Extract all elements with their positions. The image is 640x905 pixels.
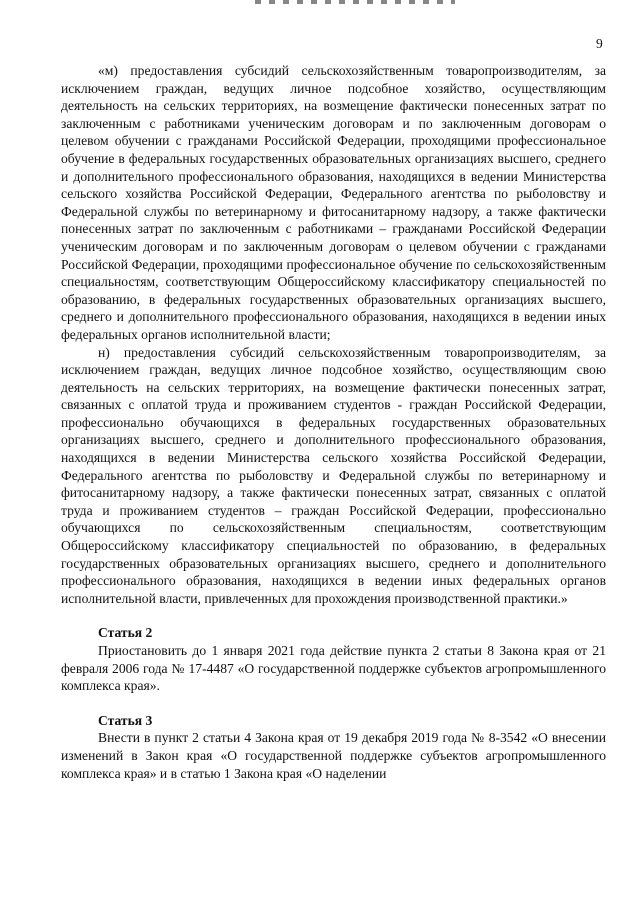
page-number: 9 — [596, 36, 603, 51]
section-spacer — [61, 695, 606, 712]
article-3-text: Внести в пункт 2 статьи 4 Закона края от 19 декабря 2019 года № 8-3542 «О внесении изменений в Закон края «О государственной поддержке субъектов агропромышленного комплекса края» и в статью 1 Закона края «О наделении — [61, 730, 606, 781]
article-2-text: Приостановить до 1 января 2021 года действие пункта 2 статьи 8 Закона края от 21 февраля 2006 года № 17-4487 «О государственной поддержке субъектов агропромышленного комплекса края». — [61, 643, 606, 694]
paragraph-n: н) предоставления субсидий сельскохозяйственным товаропроизводителям, за исключением граждан, ведущих личное подсобное хозяйство, осуществляющим свою деятельность на сельских территориях, на возмещение фактически понесенных затрат, связанных с оплатой труда и проживанием студентов - граждан Российской Федерации, профессионально обучающихся в федеральных государственных образовательных организациях высшего, среднего и дополнительного профессионального образования, находящихся в ведении Министерства сельского хозяйства Российской Федерации, Федерального агентства по рыболовству и Федеральной службы по ветеринарному и фитосанитарному надзору, а также фактически понесенных затрат, связанных с оплатой труда и проживанием студентов – граждан Российской Федерации, профессионально обучающихся по сельскохозяйственным специальностям, соответствующим Общероссийскому классификатору специальностей по образованию, в федеральных государственных образовательных организациях высшего, среднего и дополнительного профессионального образования, находящихся в ведении иных федеральных органов исполнительной власти, привлеченных для прохождения производственной практики.» — [61, 344, 606, 606]
document-body — [61, 62, 606, 782]
article-2-heading: Статья 2 — [98, 625, 153, 641]
paragraph-m: «м) предоставления субсидий сельскохозяйственным товаропроизводителям, за исключением граждан, ведущих личное подсобное хозяйство, осуществляющим деятельность на сельских территориях, на возмещение фактически понесенных затрат по заключенным с работниками ученическим договорам и по заключенным договорам о целевом обучении с гражданами Российской Федерации, проходящими профессиональное обучение в федеральных государственных образовательных организациях высшего, среднего и дополнительного профессионального образования, находящихся в ведении Министерства сельского хозяйства Российской Федерации, Федерального агентства по рыболовству и Федеральной службы по ветеринарному и фитосанитарному надзору, а также фактически понесенных затрат по заключенным с работниками – гражданами Российской Федерации ученическим договорам и по заключенным договорам о целевом обучении с гражданами Российской Федерации, проходящими профессиональное обучение по сельскохозяйственным специальностям, соответствующим Общероссийскому классификатору специальностей по образованию, в федеральных государственных образовательных организациях высшего, среднего и дополнительного профессионального образования, находящихся в ведении иных федеральных органов исполнительной власти; — [61, 63, 606, 342]
scan-edge-artifact — [255, 0, 455, 4]
article-3-heading: Статья 3 — [98, 712, 153, 728]
section-spacer — [61, 607, 606, 624]
